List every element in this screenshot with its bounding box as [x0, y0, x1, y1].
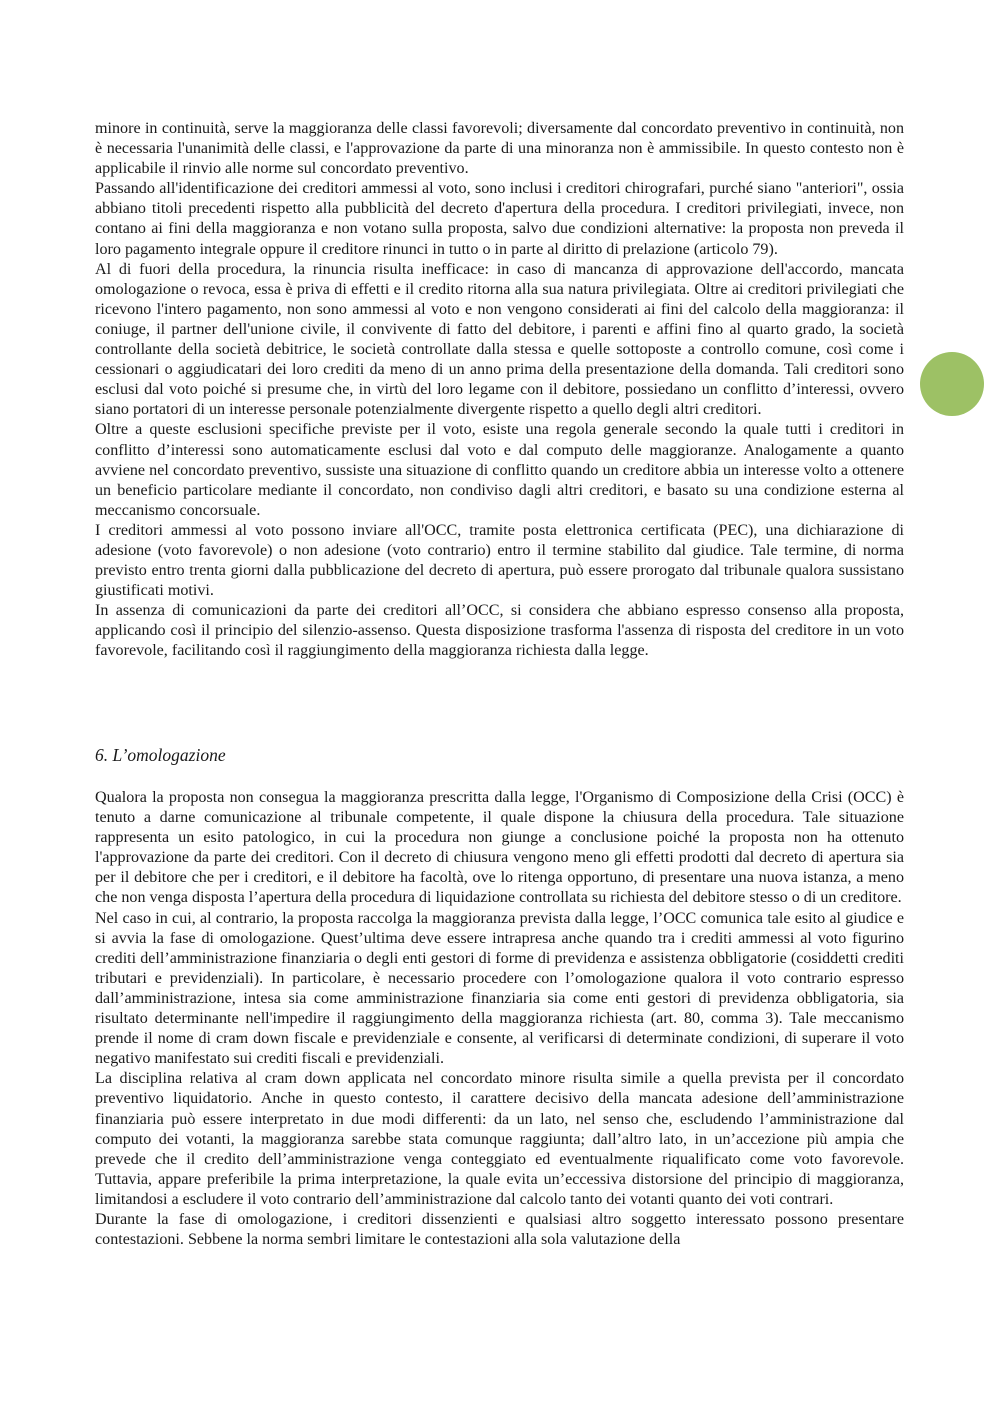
paragraph: I creditori ammessi al voto possono inviare all'OCC, tramite posta elettronica certificata (PEC), una dichiarazione di adesione (voto favorevole) o non adesione (voto contrario) entro il termine stabilito dal giudice. Tale termine, di norma previsto entro trenta giorni dalla pubblicazione del decreto di apertura, può essere prorogato dal tribunale qualora sussistano giustificati motivi.	[95, 521, 904, 600]
paragraph: Nel caso in cui, al contrario, la proposta raccolga la maggioranza prevista dalla legge, l’OCC comunica tale esito al giudice e si avvia la fase di omologazione. Quest’ultima deve essere intrapresa anche quando tra i crediti ammessi al voto figurino crediti dell’amministrazione finanziaria o degli enti gestori di forme di previdenza e assistenza obbligatorie (cosiddetti crediti tributari e previdenziali). In particolare, è necessario procedere con l’omologazione qualora il voto contrario espresso dall’amministrazione, intesa sia come amministrazione finanziaria sia come enti gestori di previdenza obbligatoria, sia risultato determinante nell'impedire il raggiungimento della maggioranza richiesta (art. 80, comma 3). Tale meccanismo prende il nome di cram down fiscale e previdenziale e consente, al verificarsi di determinate condizioni, di superare il voto negativo manifestato sui crediti fiscali e previdenziali.	[95, 909, 904, 1068]
paragraph: Passando all'identificazione dei creditori ammessi al voto, sono inclusi i creditori chirografari, purché siano "anteriori", ossia abbiano titoli precedenti rispetto alla pubblicità del decreto d'apertura della procedura. I creditori privilegiati, invece, non contano ai fini della maggioranza e non votano sulla proposta, salvo due condizioni alternative: la proposta non preveda il loro pagamento integrale oppure il creditore rinunci in tutto o in parte al diritto di prelazione (articolo 79).	[95, 180, 904, 258]
paragraph: Qualora la proposta non consegua la maggioranza prescritta dalla legge, l'Organismo di Composizione della Crisi (OCC) è tenuto a darne comunicazione al tribunale competente, il quale dispone la chiusura della procedura. Tale situazione rappresenta un esito patologico, in cui la procedura non giunge a conclusione poiché la proposta non ha ottenuto l'approvazione da parte dei creditori. Con il decreto di chiusura vengono meno gli effetti prodotti dal decreto di apertura sia per il debitore che per i creditori, e il debitore ha facoltà, ove lo ritenga opportuno, di presentare una nuova istanza, a meno che non venga disposta l’apertura della procedura di liquidazione controllata su richiesta del debitore stesso o di un creditore.	[95, 789, 904, 907]
body-text-bottom	[95, 788, 904, 1250]
paragraph: In assenza di comunicazioni da parte dei creditori all’OCC, si considera che abbiano espresso consenso alla proposta, applicando così il principio del silenzio-assenso. Questa disposizione trasforma l'assenza di risposta del creditore in un voto favorevole, facilitando così il raggiungimento della maggioranza richiesta dalla legge.	[95, 602, 904, 660]
page-marker-dot	[920, 352, 984, 416]
paragraph: Durante la fase di omologazione, i creditori dissenzienti e qualsiasi altro soggetto interessato possono presentare contestazioni. Sebbene la norma sembri limitare le contestazioni alla sola valutazione della	[95, 1210, 904, 1249]
body-text-top	[95, 119, 904, 662]
paragraph: minore in continuità, serve la maggioranza delle classi favorevoli; diversamente dal concordato preventivo in continuità, non è necessaria l'unanimità delle classi, e l'approvazione da parte di una minoranza non è ammissibile. In questo contesto non è applicabile il rinvio alle norme sul concordato preventivo.	[95, 120, 904, 178]
paragraph: Al di fuori della procedura, la rinuncia risulta inefficace: in caso di mancanza di approvazione dell'accordo, mancata omologazione o revoca, essa è priva di effetti e il credito ritorna alla sua natura privilegiata. Oltre ai creditori privilegiati che ricevono l'intero pagamento, non sono ammessi al voto e non vengono considerati ai fini del calcolo della maggioranza: il coniuge, il partner dell'unione civile, il convivente di fatto del debitore, i parenti e affini fino al quarto grado, la società controllante della società debitrice, le società controllate dalla stessa e quelle sottoposte a controllo comune, così come i cessionari o aggiudicatari dei loro crediti da meno di un anno prima della presentazione della domanda. Tali creditori sono esclusi dal voto poiché si presume che, in virtù del loro legame con il debitore, possiedano un conflitto d’interessi, ovvero siano portatori di un interesse personale potenzialmente divergente rispetto a quello degli altri creditori.	[95, 260, 904, 419]
paragraph: La disciplina relativa al cram down applicata nel concordato minore risulta simile a quella prevista per il concordato preventivo liquidatorio. Anche in questo contesto, il carattere decisivo della mancata adesione dell’amministrazione finanziaria può essere interpretato in due modi differenti: da un lato, nel senso che, escludendo l’amministrazione dal computo dei votanti, la maggioranza sarebbe stata comunque raggiunta; dall’altro lato, in un’accezione più ampia che prevede che il credito dell’amministrazione venga conteggiato ed eventualmente riqualificato come voto favorevole. Tuttavia, appare preferibile la prima interpretazione, la quale evita un’eccessiva distorsione del principio di maggioranza, limitandosi a escludere il voto contrario dell’amministrazione dal calcolo tanto dei votanti quanto dei voti contrari.	[95, 1070, 904, 1208]
paragraph: Oltre a queste esclusioni specifiche previste per il voto, esiste una regola generale secondo la quale tutti i creditori in conflitto d’interessi sono automaticamente esclusi dal voto e dal computo delle maggioranze. Analogamente a quanto avviene nel concordato preventivo, sussiste una situazione di conflitto quando un creditore abbia un interesse volto a ottenere un beneficio particolare mediante il concordato, non condiviso dagli altri creditori, e basato su una condizione esterna al meccanismo concorsuale.	[95, 421, 904, 519]
section-heading: 6. L’omologazione	[95, 745, 226, 765]
